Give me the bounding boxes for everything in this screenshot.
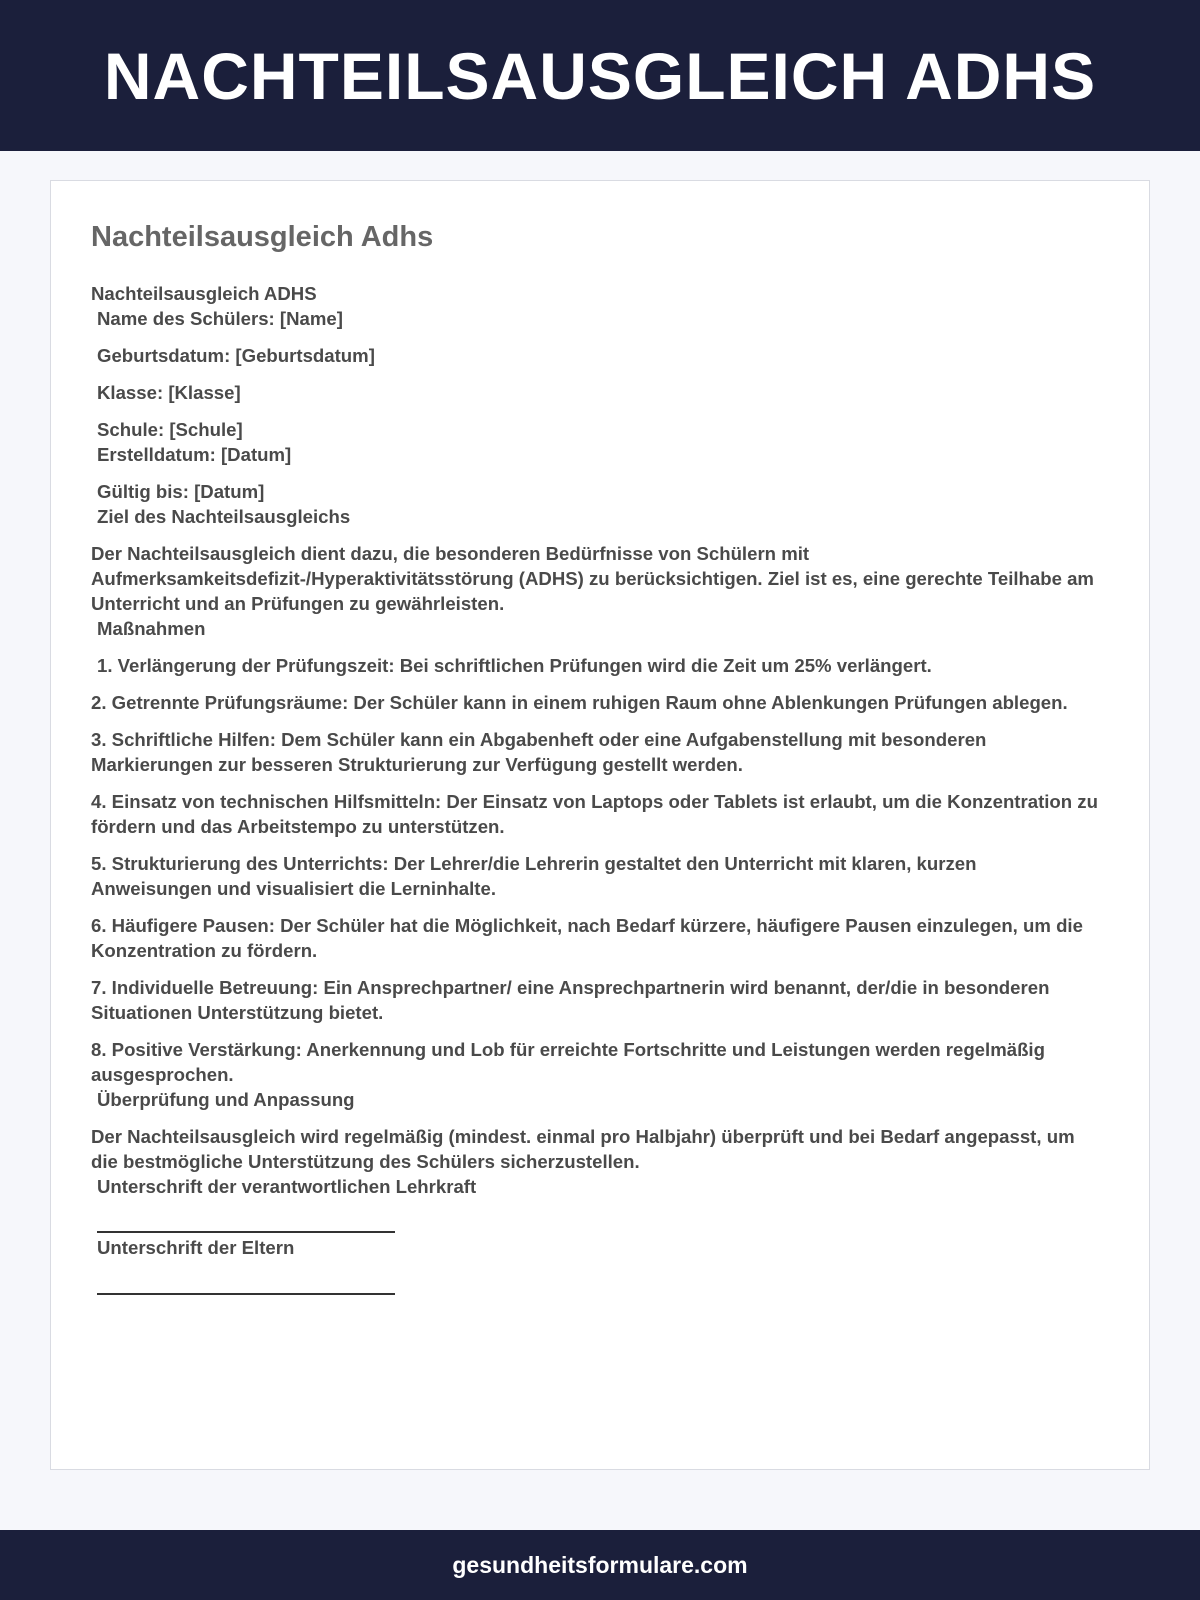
document-title: Nachteilsausgleich Adhs [91,221,434,253]
measure-item: 8. Positive Verstärkung: Anerkennung und Lob für erreichte Fortschritte und Leistungen werden regelmäßig ausgesprochen. [91,1039,1045,1085]
review-text: Der Nachteilsausgleich wird regelmäßig (mindest. einmal pro Halbjahr) überprüft und bei Bedarf angepasst, um die bestmögliche Unterstützung des Schülers sicherzustellen. [91,1126,1075,1172]
measure-item: 4. Einsatz von technischen Hilfsmitteln: Der Einsatz von Laptops oder Tablets ist erlaubt, um die Konzentration zu fördern und das Arbeitstempo zu unterstützen. [91,791,1098,837]
document-body [91,281,1101,1295]
field-school: Schule: [Schule] [97,419,243,440]
field-name: Name des Schülers: [Name] [97,308,343,329]
measure-item: 3. Schriftliche Hilfen: Dem Schüler kann ein Abgabenheft oder eine Aufgabenstellung mit besonderen Markierungen zur besseren Strukturierung zur Verfügung gestellt werden. [91,729,987,775]
measure-item: 7. Individuelle Betreuung: Ein Ansprechpartner/ eine Ansprechpartnerin wird benannt, der/die in besonderen Situationen Unterstützung bietet. [91,977,1050,1023]
banner-title: NACHTEILSAUSGLEICH ADHS [103,38,1097,113]
signature-parents-line[interactable] [97,1293,395,1295]
review-heading: Überprüfung und Anpassung [97,1089,355,1110]
field-birthdate: Geburtsdatum: [Geburtsdatum] [97,345,375,366]
signature-teacher-line[interactable] [97,1231,395,1233]
measure-item: 1. Verlängerung der Prüfungszeit: Bei schriftlichen Prüfungen wird die Zeit um 25% verlängert. [97,655,932,676]
measures-heading: Maßnahmen [97,618,206,639]
goal-text: Der Nachteilsausgleich dient dazu, die besonderen Bedürfnisse von Schülern mit Aufmerksamkeitsdefizit-/Hyperaktivitätsstörung (ADHS) zu berücksichtigen. Ziel ist es, eine gerechte Teilhabe am Unterricht und an Prüfungen zu gewährleisten. [91,543,1094,614]
measure-item: 2. Getrennte Prüfungsräume: Der Schüler kann in einem ruhigen Raum ohne Ablenkungen Prüfungen ablegen. [91,692,1068,713]
signature-teacher-label: Unterschrift der verantwortlichen Lehrkraft [97,1176,477,1197]
footer-bar [0,1530,1200,1600]
measure-item: 5. Strukturierung des Unterrichts: Der Lehrer/die Lehrerin gestaltet den Unterricht mit klaren, kurzen Anweisungen und visualisiert die Lerninhalte. [91,853,977,899]
field-valid-until: Gültig bis: [Datum] [97,481,265,502]
goal-heading: Ziel des Nachteilsausgleichs [97,506,351,527]
field-created: Erstelldatum: [Datum] [97,444,292,465]
signature-parents-label: Unterschrift der Eltern [97,1237,295,1258]
header-banner [0,0,1200,151]
measure-item: 6. Häufigere Pausen: Der Schüler hat die Möglichkeit, nach Bedarf kürzere, häufigere Pausen einzulegen, um die Konzentration zu fördern. [91,915,1083,961]
document-heading: Nachteilsausgleich ADHS [91,283,317,304]
footer-site-link[interactable]: gesundheitsformulare.com [452,1551,748,1578]
document-card [50,180,1150,1470]
field-class: Klasse: [Klasse] [97,382,241,403]
